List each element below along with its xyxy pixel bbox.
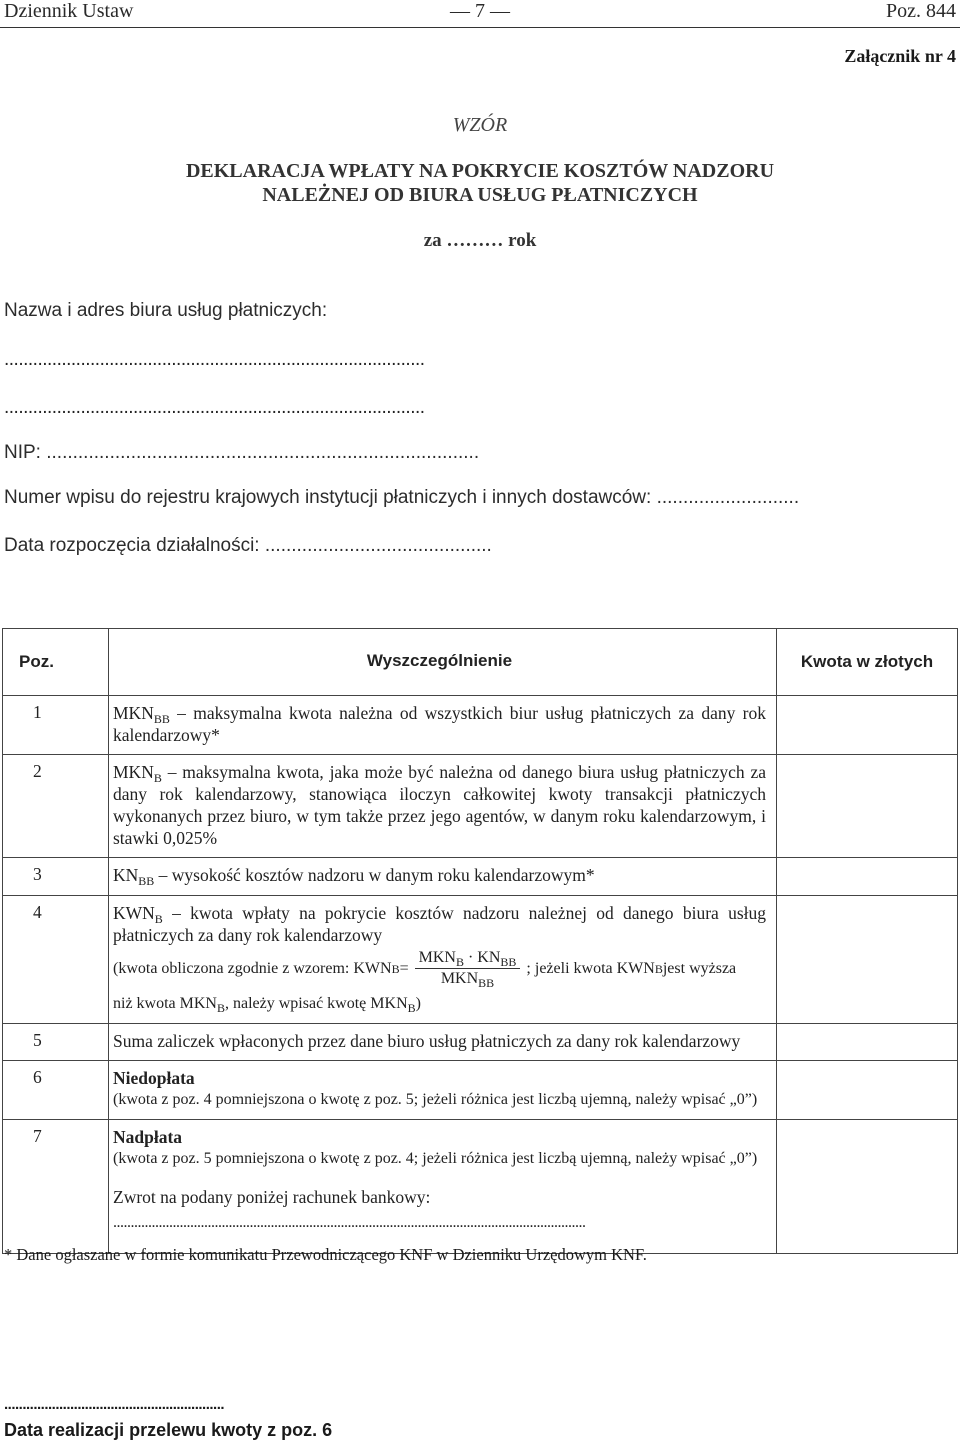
row-number: 5 (3, 1024, 109, 1061)
row-number: 7 (3, 1120, 109, 1254)
name-address-line-2[interactable]: ........................................................................................ (4, 397, 425, 418)
row-description: Niedopłata (kwota z poz. 4 pomniejszona o kwotę z poz. 5; jeżeli różnica jest liczbą ujemną, należy wpisać „0”) (109, 1061, 777, 1120)
row-number: 3 (3, 858, 109, 896)
row-description: $KN_{BB}$ – wysokość kosztów nadzoru w danym roku kalendarzowym* (109, 858, 777, 896)
document-title-line1: DEKLARACJA WPŁATY NA POKRYCIE KOSZTÓW NADZORU (185, 160, 775, 182)
row-number: 1 (3, 696, 109, 755)
header-position: Poz. (3, 629, 109, 696)
amount-cell[interactable] (777, 858, 958, 896)
table-header-row (3, 629, 958, 696)
footnote: * Dane ogłaszane w formie komunikatu Przewodniczącego KNF w Dzienniku Urzędowym KNF. (4, 1245, 647, 1264)
start-date-field[interactable]: Data rozpoczęcia działalności: ........................................... (4, 535, 492, 556)
formula: (kwota obliczona zgodnie z wzorem: KWN B = $\frac{MKN_B \cdot KN_{BB}}{MKN_{BB}}$ ; jeżeli kwota KWN B jest wyższa (113, 949, 737, 990)
journal-name: Dziennik Ustaw (4, 0, 134, 22)
amount-cell[interactable] (777, 896, 958, 1024)
amount-cell[interactable] (777, 1120, 958, 1254)
page-number: — 7 — (450, 0, 510, 22)
year-line: za ……… rok (423, 230, 537, 251)
table-row (3, 1024, 958, 1061)
table-row (3, 1120, 958, 1254)
amount-cell[interactable] (777, 696, 958, 755)
header-amount: Kwota w złotych (777, 629, 958, 696)
refund-label: Zwrot na podany poniżej rachunek bankowy: (113, 1187, 431, 1207)
nip-field[interactable]: NIP: .................................................................................. (4, 442, 480, 463)
header-rule (0, 27, 960, 28)
row-number: 6 (3, 1061, 109, 1120)
transfer-date-label: Data realizacji przelewu kwoty z poz. 6 (4, 1420, 333, 1440)
annex-label: Załącznik nr 4 (844, 46, 956, 66)
row-description: $KWN_B$ – kwota wpłaty na pokrycie kosztów nadzoru należnej od danego biura usług płatniczych za dany rok kalendarzowy (kwota obliczona zgodnie z wzorem: KWN B = $\frac{MKN_B \cdot KN_{BB}}{MKN_{BB}}$ ; jeżeli kwota KWN B jest wyższa niż kwota $MKN_B$, należy wpisać kwotę $MKN_B$) (109, 896, 777, 1024)
template-label: WZÓR (452, 114, 508, 136)
row-description: Nadpłata (kwota z poz. 5 pomniejszona o kwotę z poz. 4; jeżeli różnica jest liczbą ujemną, należy wpisać „0”) Zwrot na podany poniżej rachunek bankowy: ....................................................................................................................................... (109, 1120, 777, 1254)
bank-account-field[interactable]: ....................................................................................................................................... (113, 1214, 586, 1231)
table-row (3, 858, 958, 896)
declaration-table (2, 628, 958, 1254)
header-description: Wyszczególnienie (109, 629, 777, 696)
table-row (3, 1061, 958, 1120)
row-description: $MKN_B$ – maksymalna kwota, jaka może być należna od danego biura usług płatniczych za dany rok kalendarzowy, stanowiąca iloczyn całkowitej kwoty transakcji płatniczych wykonanych przez biuro, w tym także przez jego agentów, w danym roku kalendarzowym, i stawki 0,025% (109, 755, 777, 858)
register-number-field[interactable]: Numer wpisu do rejestru krajowych instytucji płatniczych i innych dostawców: ........................... (4, 487, 800, 508)
table-row (3, 696, 958, 755)
amount-cell[interactable] (777, 1024, 958, 1061)
row-number: 4 (3, 896, 109, 1024)
fraction: $\frac{MKN_B \cdot KN_{BB}}{MKN_{BB}}$ (415, 948, 521, 989)
row-description: $MKN_{BB}$ – maksymalna kwota należna od wszystkich biur usług płatniczych za dany rok kalendarzowy* (109, 696, 777, 755)
amount-cell[interactable] (777, 755, 958, 858)
table-row (3, 896, 958, 1024)
name-address-label: Nazwa i adres biura usług płatniczych: (4, 300, 328, 321)
document-title-line2: NALEŻNEJ OD BIURA USŁUG PŁATNICZYCH (262, 184, 698, 206)
table-row (3, 755, 958, 858)
position-number: Poz. 844 (886, 0, 956, 22)
transfer-date-field[interactable]: ............................................................ (4, 1396, 225, 1413)
amount-cell[interactable] (777, 1061, 958, 1120)
name-address-line-1[interactable]: ........................................................................................ (4, 349, 425, 370)
row-number: 2 (3, 755, 109, 858)
row-description: Suma zaliczek wpłaconych przez dane biuro usług płatniczych za dany rok kalendarzowy (109, 1024, 777, 1061)
